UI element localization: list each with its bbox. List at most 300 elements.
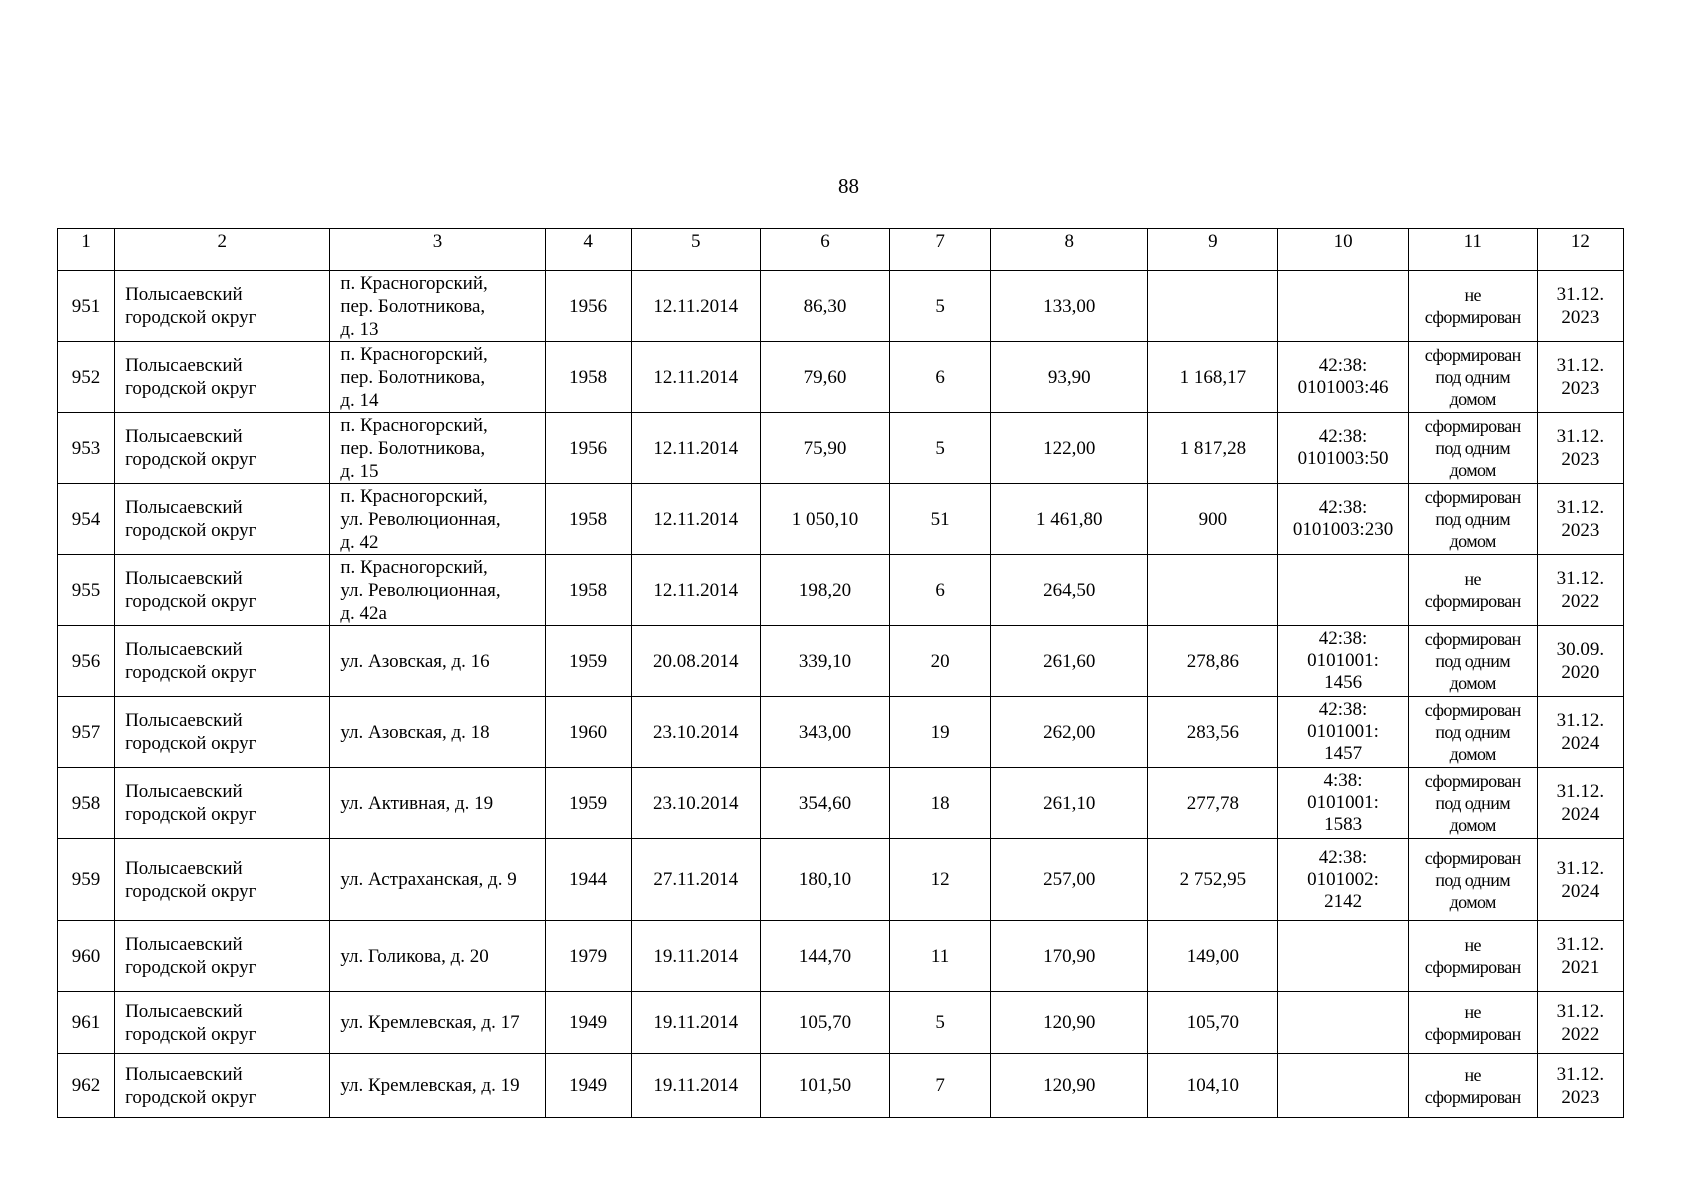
year-cell-text: 1949: [569, 1012, 608, 1033]
address-cell: [330, 768, 545, 839]
address-cell: [330, 271, 545, 342]
row-number-cell: [58, 992, 115, 1054]
cadastral-number-cell: [1278, 484, 1408, 555]
deadline-cell-text: 31.12. 2023: [1556, 1063, 1605, 1108]
land-plot-status-cell: [1408, 839, 1537, 921]
column-number: 9: [1148, 229, 1278, 271]
row-number-cell-text: 954: [71, 508, 101, 530]
year-cell: [545, 271, 631, 342]
row-number-cell-text: 961: [71, 1012, 101, 1033]
year-cell-text: 1956: [569, 295, 608, 317]
column-7-cell: [890, 626, 991, 697]
row-number-cell-text: 956: [71, 650, 101, 672]
date-cell: [631, 271, 760, 342]
year-cell: [545, 626, 631, 697]
municipality-cell-text: Полысаевский городской округ: [125, 355, 257, 399]
municipality-cell-text: Полысаевский городской округ: [125, 1000, 257, 1045]
column-7-cell: [890, 484, 991, 555]
deadline-cell-text: 31.12. 2023: [1556, 284, 1605, 328]
row-number-cell: [58, 271, 115, 342]
column-9-cell-text: 105,70: [1186, 1012, 1240, 1033]
row-number-cell: [58, 1054, 115, 1118]
municipality-cell-text: Полысаевский городской округ: [125, 284, 257, 328]
deadline-cell-text: 31.12. 2023: [1556, 497, 1605, 541]
municipality-cell: [115, 1054, 330, 1118]
column-8-cell-text: 257,00: [1043, 869, 1096, 890]
column-6-cell-text: 354,60: [798, 792, 852, 814]
column-8-cell: [991, 839, 1148, 921]
row-number-cell: [58, 697, 115, 768]
column-number: 4: [545, 229, 631, 271]
deadline-cell: [1537, 839, 1623, 921]
column-8-cell: [991, 626, 1148, 697]
address-cell: [330, 342, 545, 413]
date-cell: [631, 555, 760, 626]
cadastral-number-cell: [1278, 992, 1408, 1054]
column-9-cell-text: 1 817,28: [1179, 437, 1247, 459]
date-cell: [631, 1054, 760, 1118]
municipality-cell: [115, 921, 330, 992]
column-9-cell-text: 2 752,95: [1179, 869, 1247, 890]
deadline-cell: [1537, 768, 1623, 839]
cadastral-number-cell: [1278, 271, 1408, 342]
deadline-cell-text: 31.12. 2023: [1556, 355, 1605, 399]
cadastral-number-cell-text: 42:38: 0101001: 1457: [1307, 699, 1379, 764]
column-8-cell: [991, 697, 1148, 768]
land-plot-status-cell: [1408, 413, 1537, 484]
deadline-cell: [1537, 697, 1623, 768]
column-number: 5: [631, 229, 760, 271]
column-7-cell-text: 5: [935, 1012, 945, 1033]
date-cell-text: 19.11.2014: [653, 945, 739, 967]
municipality-cell: [115, 626, 330, 697]
address-cell: [330, 697, 545, 768]
column-7-cell-text: 18: [930, 792, 950, 814]
column-6-cell: [760, 992, 889, 1054]
land-plot-status-cell: [1408, 271, 1537, 342]
table-row: [58, 921, 1624, 992]
column-7-cell-text: 20: [930, 650, 950, 672]
row-number-cell: [58, 555, 115, 626]
land-plot-status-cell-text: не сформирован: [1424, 1001, 1521, 1044]
deadline-cell-text: 31.12. 2022: [1556, 568, 1605, 612]
date-cell: [631, 697, 760, 768]
row-number-cell: [58, 484, 115, 555]
column-6-cell-text: 101,50: [798, 1075, 852, 1096]
row-number-cell: [58, 768, 115, 839]
column-7-cell-text: 11: [930, 945, 950, 967]
deadline-cell: [1537, 555, 1623, 626]
municipality-cell: [115, 484, 330, 555]
cadastral-number-cell-text: 4:38: 0101001: 1583: [1307, 770, 1379, 835]
year-cell: [545, 768, 631, 839]
cadastral-number-cell: [1278, 342, 1408, 413]
column-8-cell-text: 262,00: [1043, 721, 1096, 743]
date-cell-text: 12.11.2014: [653, 295, 739, 317]
column-number: 10: [1278, 229, 1408, 271]
column-7-cell: [890, 342, 991, 413]
municipality-cell: [115, 271, 330, 342]
column-6-cell: [760, 768, 889, 839]
column-7-cell-text: 6: [935, 579, 945, 601]
column-8-cell: [991, 342, 1148, 413]
cadastral-number-cell-text: 42:38: 0101003:46: [1297, 355, 1389, 398]
column-6-cell-text: 198,20: [798, 579, 852, 601]
year-cell: [545, 555, 631, 626]
date-cell-text: 19.11.2014: [653, 1012, 739, 1033]
column-7-cell: [890, 697, 991, 768]
deadline-cell-text: 31.12. 2024: [1556, 857, 1605, 902]
year-cell-text: 1958: [569, 508, 608, 530]
column-9-cell: [1148, 921, 1278, 992]
year-cell: [545, 839, 631, 921]
cadastral-number-cell: [1278, 1054, 1408, 1118]
column-7-cell-text: 51: [930, 508, 950, 530]
land-plot-status-cell: [1408, 484, 1537, 555]
date-cell: [631, 921, 760, 992]
column-6-cell-text: 1 050,10: [791, 508, 859, 530]
column-6-cell-text: 75,90: [803, 437, 847, 459]
cadastral-number-cell-text: 42:38: 0101003:50: [1297, 426, 1389, 469]
year-cell-text: 1960: [569, 721, 608, 743]
address-cell-text: ул. Голикова, д. 20: [340, 945, 489, 967]
municipality-cell: [115, 555, 330, 626]
date-cell-text: 20.08.2014: [653, 650, 739, 672]
date-cell-text: 12.11.2014: [653, 508, 739, 530]
row-number-cell: [58, 413, 115, 484]
year-cell-text: 1944: [569, 869, 608, 890]
address-cell-text: ул. Астраханская, д. 9: [340, 869, 517, 890]
land-plot-status-cell-text: сформирован под одним домом: [1424, 345, 1521, 409]
municipality-cell: [115, 413, 330, 484]
row-number-cell-text: 952: [71, 366, 101, 388]
year-cell: [545, 1054, 631, 1118]
deadline-cell-text: 31.12. 2023: [1556, 426, 1605, 470]
municipality-cell: [115, 342, 330, 413]
column-9-cell: [1148, 1054, 1278, 1118]
column-6-cell: [760, 1054, 889, 1118]
date-cell: [631, 413, 760, 484]
column-9-cell: [1148, 342, 1278, 413]
year-cell-text: 1958: [569, 579, 608, 601]
date-cell-text: 12.11.2014: [653, 366, 739, 388]
deadline-cell: [1537, 921, 1623, 992]
date-cell-text: 23.10.2014: [653, 792, 739, 814]
year-cell: [545, 484, 631, 555]
deadline-cell: [1537, 992, 1623, 1054]
column-6-cell: [760, 484, 889, 555]
municipality-cell: [115, 768, 330, 839]
column-9-cell: [1148, 484, 1278, 555]
row-number-cell-text: 955: [71, 579, 101, 601]
land-plot-status-cell-text: не сформирован: [1424, 1064, 1521, 1107]
table-row: [58, 413, 1624, 484]
row-number-cell: [58, 626, 115, 697]
deadline-cell: [1537, 342, 1623, 413]
column-6-cell: [760, 413, 889, 484]
column-9-cell: [1148, 768, 1278, 839]
cadastral-number-cell: [1278, 768, 1408, 839]
municipality-cell-text: Полысаевский городской округ: [125, 568, 257, 612]
date-cell-text: 19.11.2014: [653, 1075, 739, 1096]
table-row: [58, 839, 1624, 921]
column-8-cell: [991, 768, 1148, 839]
table-row: [58, 768, 1624, 839]
deadline-cell: [1537, 413, 1623, 484]
column-6-cell-text: 339,10: [798, 650, 852, 672]
date-cell-text: 12.11.2014: [653, 579, 739, 601]
year-cell-text: 1959: [569, 650, 608, 672]
land-plot-status-cell-text: не сформирован: [1424, 935, 1521, 977]
cadastral-number-cell: [1278, 413, 1408, 484]
municipality-cell-text: Полысаевский городской округ: [125, 426, 257, 470]
column-7-cell-text: 6: [935, 366, 945, 388]
column-number: 11: [1408, 229, 1537, 271]
land-plot-status-cell-text: сформирован под одним домом: [1424, 416, 1521, 480]
date-cell: [631, 839, 760, 921]
column-7-cell: [890, 413, 991, 484]
column-9-cell-text: 1 168,17: [1179, 366, 1247, 388]
address-cell: [330, 921, 545, 992]
column-9-cell: [1148, 697, 1278, 768]
municipality-cell-text: Полысаевский городской округ: [125, 639, 257, 683]
column-8-cell: [991, 413, 1148, 484]
cadastral-number-cell: [1278, 697, 1408, 768]
cadastral-number-cell: [1278, 626, 1408, 697]
municipality-cell-text: Полысаевский городской округ: [125, 497, 257, 541]
land-plot-status-cell: [1408, 555, 1537, 626]
address-cell-text: ул. Азовская, д. 16: [340, 650, 490, 672]
date-cell: [631, 626, 760, 697]
municipality-cell-text: Полысаевский городской округ: [125, 857, 257, 902]
cadastral-number-cell: [1278, 921, 1408, 992]
column-6-cell-text: 86,30: [803, 295, 847, 317]
row-number-cell-text: 951: [71, 295, 101, 317]
column-8-cell-text: 93,90: [1047, 366, 1091, 388]
land-plot-status-cell-text: не сформирован: [1424, 285, 1521, 327]
column-6-cell-text: 180,10: [798, 869, 852, 890]
table-row: [58, 992, 1624, 1054]
column-9-cell: [1148, 992, 1278, 1054]
column-9-cell-text: 149,00: [1186, 945, 1240, 967]
year-cell: [545, 921, 631, 992]
deadline-cell: [1537, 271, 1623, 342]
address-cell: [330, 626, 545, 697]
cadastral-number-cell: [1278, 555, 1408, 626]
column-6-cell-text: 105,70: [798, 1012, 852, 1033]
column-9-cell-text: 900: [1198, 508, 1228, 530]
column-9-cell: [1148, 626, 1278, 697]
year-cell: [545, 697, 631, 768]
table-row: [58, 271, 1624, 342]
cadastral-number-cell: [1278, 839, 1408, 921]
column-7-cell: [890, 992, 991, 1054]
column-9-cell-text: 277,78: [1186, 792, 1240, 814]
column-8-cell-text: 120,90: [1043, 1075, 1096, 1096]
row-number-cell-text: 960: [71, 945, 101, 967]
municipality-cell: [115, 697, 330, 768]
land-plot-status-cell: [1408, 626, 1537, 697]
cadastral-number-cell-text: 42:38: 0101001: 1456: [1307, 628, 1379, 693]
column-number: 6: [760, 229, 889, 271]
column-9-cell-text: 278,86: [1186, 650, 1240, 672]
table-row: [58, 697, 1624, 768]
column-8-cell-text: 133,00: [1043, 295, 1096, 317]
column-9-cell-text: 283,56: [1186, 721, 1240, 743]
housing-registry-table: [57, 228, 1624, 1118]
row-number-cell-text: 962: [71, 1075, 101, 1096]
column-9-cell: [1148, 839, 1278, 921]
municipality-cell-text: Полысаевский городской округ: [125, 781, 257, 825]
column-8-cell: [991, 992, 1148, 1054]
deadline-cell: [1537, 626, 1623, 697]
year-cell-text: 1956: [569, 437, 608, 459]
column-6-cell-text: 144,70: [798, 945, 852, 967]
column-7-cell-text: 12: [930, 869, 950, 890]
column-number: 2: [115, 229, 330, 271]
year-cell-text: 1949: [569, 1075, 608, 1096]
column-6-cell: [760, 626, 889, 697]
column-6-cell-text: 79,60: [803, 366, 847, 388]
address-cell-text: ул. Кремлевская, д. 17: [340, 1012, 520, 1033]
deadline-cell-text: 31.12. 2024: [1556, 781, 1605, 825]
column-number: 3: [330, 229, 545, 271]
column-8-cell-text: 261,60: [1043, 650, 1096, 672]
cadastral-number-cell-text: 42:38: 0101003:230: [1292, 497, 1394, 540]
column-8-cell-text: 122,00: [1043, 437, 1096, 459]
deadline-cell-text: 31.12. 2021: [1556, 934, 1605, 978]
municipality-cell: [115, 839, 330, 921]
address-cell-text: п. Красногорский, ул. Революционная, д. 42а: [340, 556, 501, 624]
year-cell-text: 1958: [569, 366, 608, 388]
column-8-cell: [991, 271, 1148, 342]
address-cell: [330, 555, 545, 626]
row-number-cell: [58, 342, 115, 413]
column-7-cell-text: 5: [935, 295, 945, 317]
address-cell: [330, 413, 545, 484]
column-8-cell: [991, 921, 1148, 992]
table-row: [58, 626, 1624, 697]
column-7-cell: [890, 768, 991, 839]
land-plot-status-cell: [1408, 768, 1537, 839]
table-row: [58, 555, 1624, 626]
column-7-cell: [890, 1054, 991, 1118]
year-cell: [545, 992, 631, 1054]
row-number-cell-text: 953: [71, 437, 101, 459]
address-cell-text: п. Красногорский, пер. Болотникова, д. 14: [340, 343, 488, 411]
date-cell: [631, 992, 760, 1054]
column-number: 8: [991, 229, 1148, 271]
column-number: 1: [58, 229, 115, 271]
column-7-cell: [890, 921, 991, 992]
column-6-cell: [760, 342, 889, 413]
page-number: 88: [838, 174, 859, 198]
address-cell: [330, 1054, 545, 1118]
column-6-cell: [760, 697, 889, 768]
column-6-cell: [760, 271, 889, 342]
column-9-cell: [1148, 555, 1278, 626]
address-cell: [330, 992, 545, 1054]
column-8-cell: [991, 484, 1148, 555]
land-plot-status-cell: [1408, 921, 1537, 992]
address-cell-text: ул. Кремлевская, д. 19: [340, 1075, 520, 1096]
address-cell-text: п. Красногорский, пер. Болотникова, д. 13: [340, 272, 488, 340]
column-7-cell-text: 7: [935, 1075, 945, 1096]
column-7-cell-text: 5: [935, 437, 945, 459]
column-number: 7: [890, 229, 991, 271]
table-body: [58, 271, 1624, 1118]
row-number-cell-text: 959: [71, 869, 101, 890]
table-row: [58, 342, 1624, 413]
date-cell-text: 23.10.2014: [653, 721, 739, 743]
row-number-cell: [58, 921, 115, 992]
date-cell: [631, 342, 760, 413]
land-plot-status-cell-text: сформирован под одним домом: [1424, 629, 1521, 693]
column-7-cell: [890, 555, 991, 626]
column-7-cell-text: 19: [930, 721, 950, 743]
date-cell: [631, 484, 760, 555]
land-plot-status-cell-text: сформирован под одним домом: [1424, 847, 1521, 912]
date-cell-text: 12.11.2014: [653, 437, 739, 459]
row-number-cell: [58, 839, 115, 921]
column-8-cell-text: 170,90: [1043, 945, 1096, 967]
column-9-cell: [1148, 271, 1278, 342]
column-number: 12: [1537, 229, 1623, 271]
column-8-cell-text: 120,90: [1043, 1012, 1096, 1033]
column-6-cell: [760, 839, 889, 921]
municipality-cell-text: Полысаевский городской округ: [125, 710, 257, 754]
column-7-cell: [890, 839, 991, 921]
address-cell-text: п. Красногорский, пер. Болотникова, д. 15: [340, 414, 488, 482]
deadline-cell-text: 31.12. 2024: [1556, 710, 1605, 754]
table-row: [58, 484, 1624, 555]
land-plot-status-cell: [1408, 342, 1537, 413]
deadline-cell-text: 31.12. 2022: [1556, 1000, 1605, 1045]
municipality-cell: [115, 992, 330, 1054]
column-8-cell: [991, 1054, 1148, 1118]
land-plot-status-cell-text: сформирован под одним домом: [1424, 700, 1521, 764]
land-plot-status-cell: [1408, 697, 1537, 768]
land-plot-status-cell: [1408, 992, 1537, 1054]
address-cell: [330, 484, 545, 555]
table-row: [58, 1054, 1624, 1118]
land-plot-status-cell: [1408, 1054, 1537, 1118]
column-8-cell: [991, 555, 1148, 626]
deadline-cell-text: 30.09. 2020: [1556, 639, 1605, 683]
land-plot-status-cell-text: сформирован под одним домом: [1424, 771, 1521, 835]
column-9-cell-text: 104,10: [1186, 1075, 1240, 1096]
address-cell-text: п. Красногорский, ул. Революционная, д. 42: [340, 485, 501, 553]
row-number-cell-text: 957: [71, 721, 101, 743]
municipality-cell-text: Полысаевский городской округ: [125, 934, 257, 978]
deadline-cell: [1537, 1054, 1623, 1118]
column-8-cell-text: 264,50: [1043, 579, 1096, 601]
year-cell-text: 1979: [569, 945, 608, 967]
row-number-cell-text: 958: [71, 792, 101, 814]
address-cell-text: ул. Азовская, д. 18: [340, 721, 490, 743]
column-9-cell: [1148, 413, 1278, 484]
column-number-header-row: [58, 229, 1624, 271]
municipality-cell-text: Полысаевский городской округ: [125, 1063, 257, 1108]
deadline-cell: [1537, 484, 1623, 555]
land-plot-status-cell-text: сформирован под одним домом: [1424, 487, 1521, 551]
address-cell-text: ул. Активная, д. 19: [340, 792, 494, 814]
year-cell: [545, 413, 631, 484]
column-6-cell: [760, 921, 889, 992]
land-plot-status-cell-text: не сформирован: [1424, 569, 1521, 611]
column-8-cell-text: 1 461,80: [1035, 508, 1103, 530]
column-6-cell-text: 343,00: [798, 721, 852, 743]
